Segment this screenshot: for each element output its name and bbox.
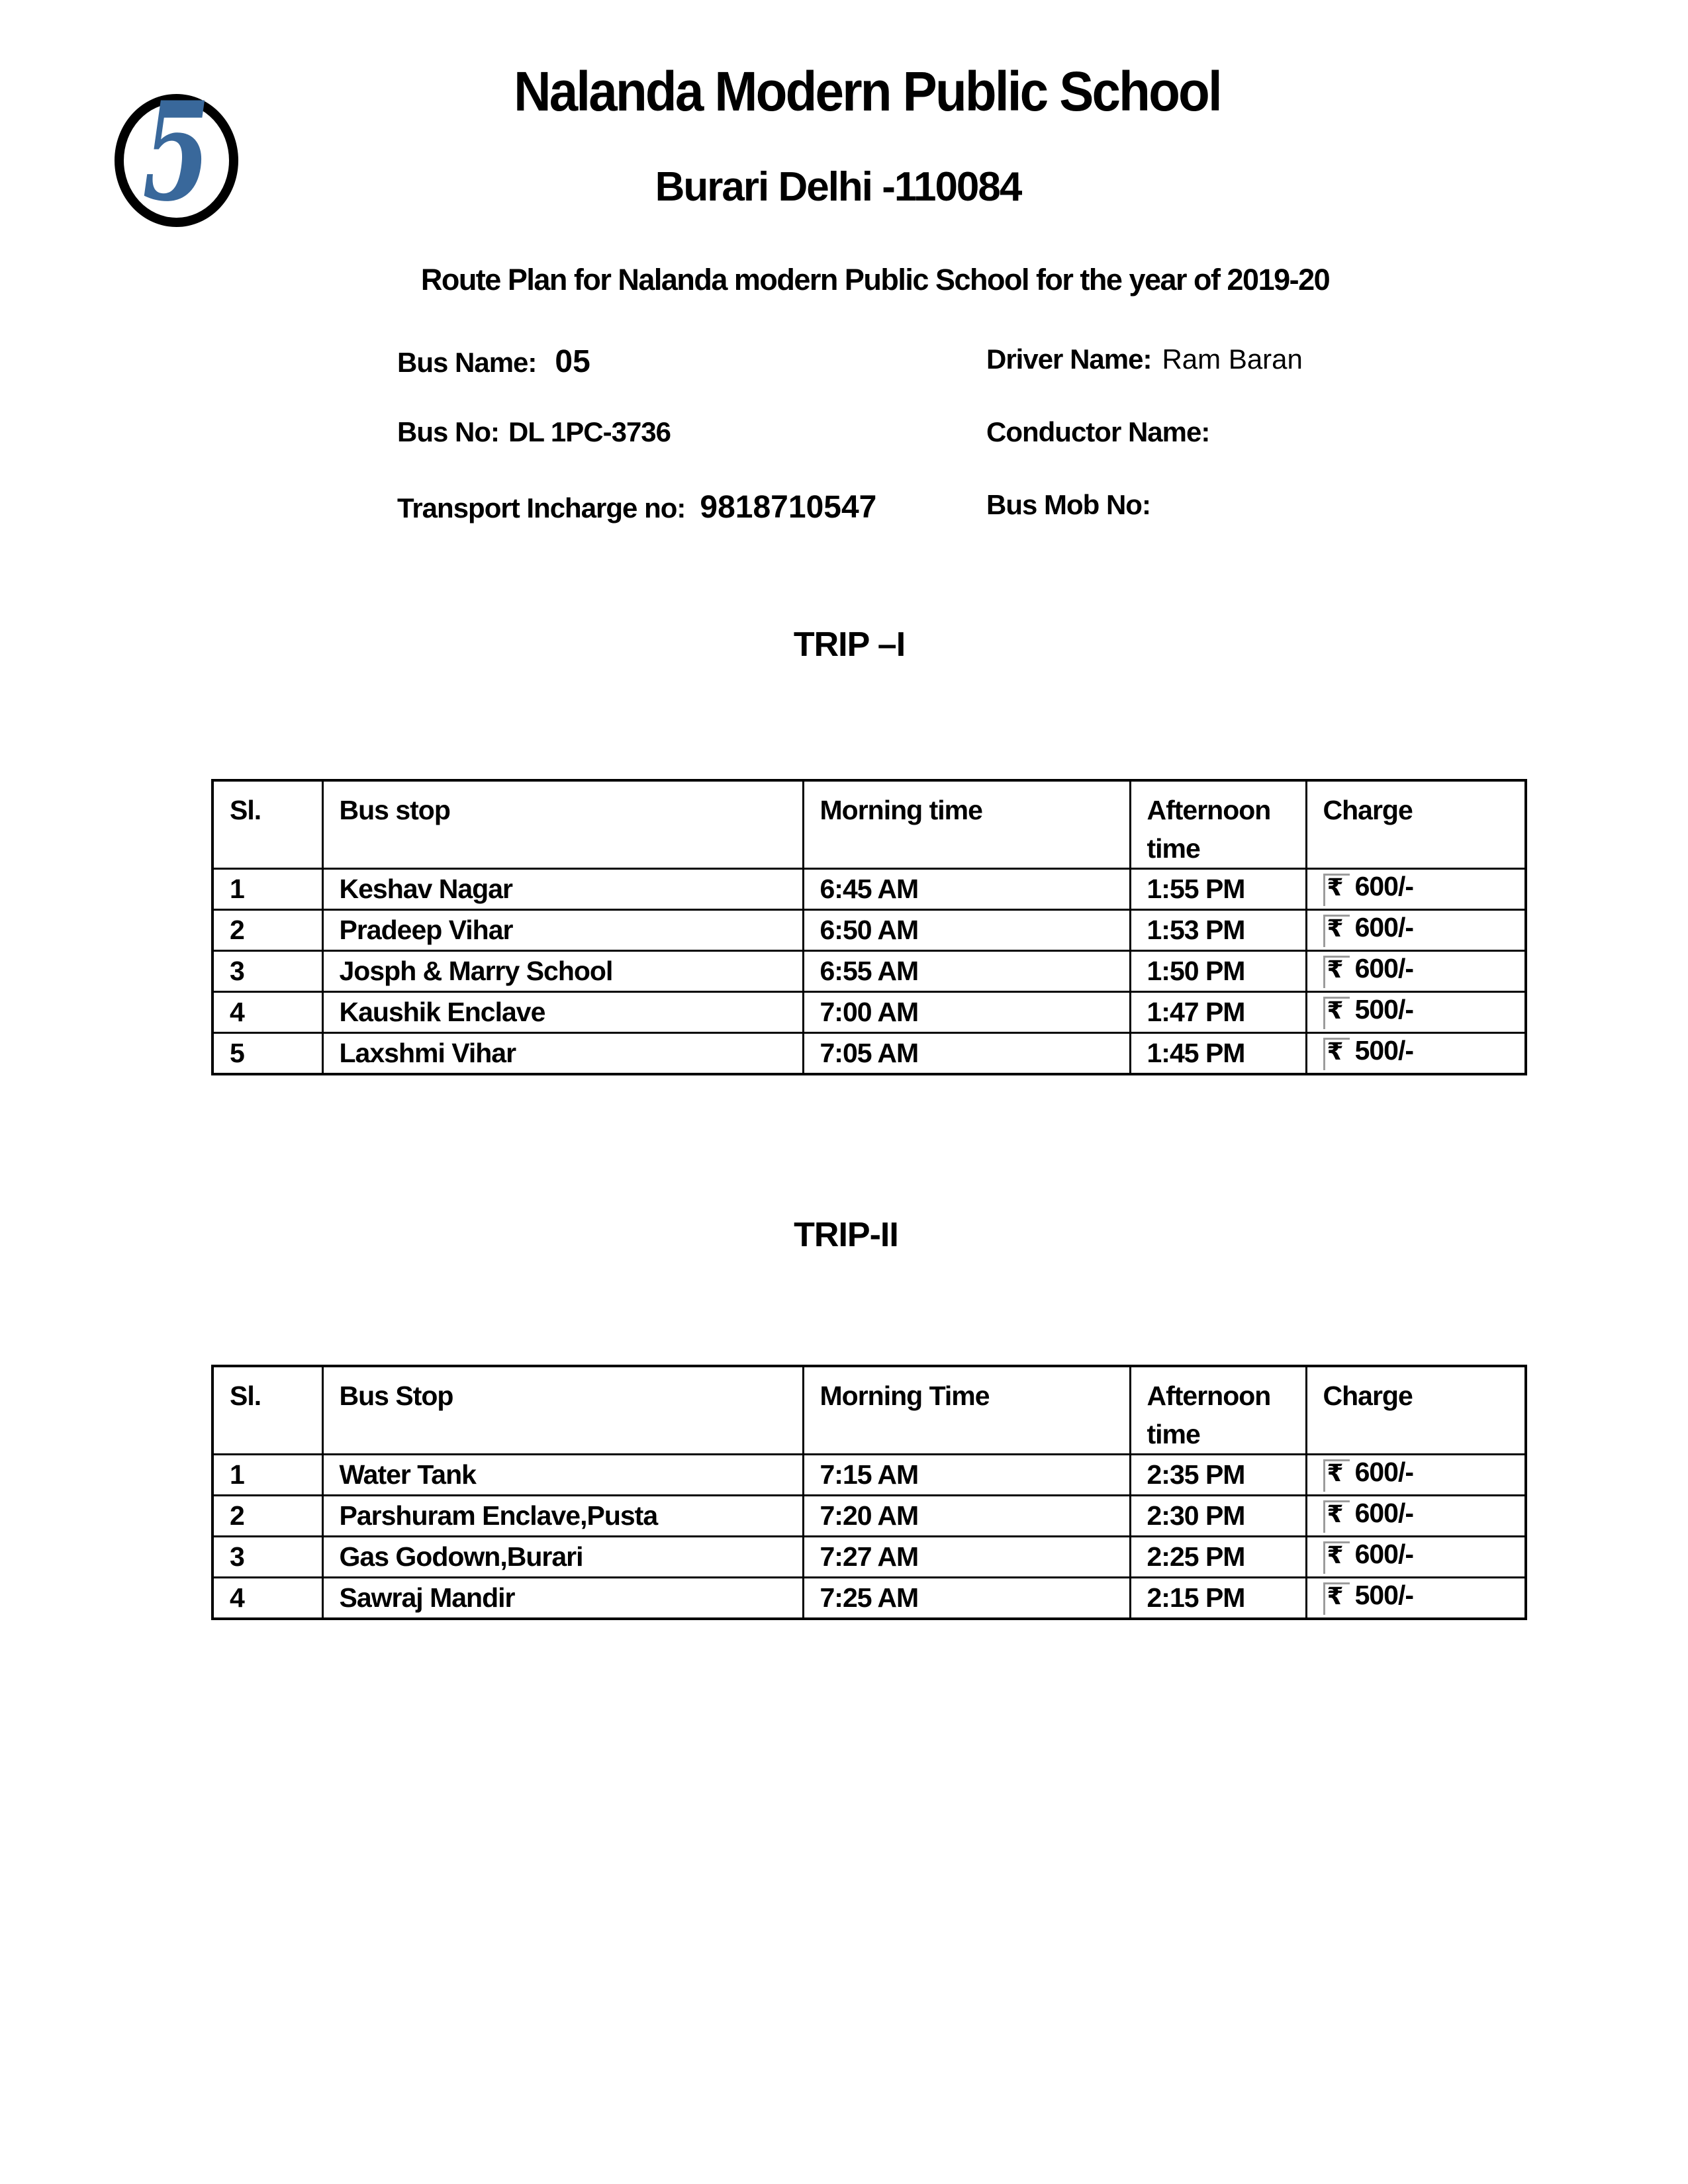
morning-time-cell: 6:45 AM [803,869,1130,910]
bus-stop-cell: Gas Godown,Burari [322,1537,803,1578]
bus-mob-label: Bus Mob No: [986,489,1150,520]
bus-stop-cell: Kaushik Enclave [322,992,803,1033]
table-row [212,1455,1526,1496]
trip1-table [211,779,1527,1075]
column-header-sl: Sl. [212,1366,322,1455]
conductor-name-label: Conductor Name: [986,416,1210,447]
charge-amount: 500/- [1354,1580,1414,1611]
sl-cell: 1 [212,869,322,910]
bus-stop-cell: Parshuram Enclave,Pusta [322,1496,803,1537]
afternoon-time-cell: 2:30 PM [1130,1496,1306,1537]
afternoon-time-cell: 2:35 PM [1130,1455,1306,1496]
sl-cell: 4 [212,992,322,1033]
trip1-header-row [212,780,1526,869]
charge-amount: 500/- [1354,1035,1414,1066]
bus-name-value: 05 [555,344,590,379]
morning-time-cell: 7:05 AM [803,1033,1130,1075]
charge-cell [1306,1578,1526,1619]
sl-cell: 2 [212,910,322,951]
afternoon-time-cell: 1:45 PM [1130,1033,1306,1075]
bus-no-label: Bus No: [397,416,499,447]
charge-cell [1306,1496,1526,1537]
trip1-heading: TRIP –I [793,625,906,664]
bus-stop-cell: Pradeep Vihar [322,910,803,951]
conductor-name-row [986,416,1220,449]
morning-time-cell: 7:15 AM [803,1455,1130,1496]
bus-name-row [397,343,590,381]
rupee-symbol: ₹ [1323,1541,1350,1574]
charge-cell [1306,869,1526,910]
rupee-symbol: ₹ [1323,956,1350,988]
charge-amount: 600/- [1354,871,1414,902]
afternoon-time-cell: 1:47 PM [1130,992,1306,1033]
morning-time-cell: 7:27 AM [803,1537,1130,1578]
charge-cell [1306,1537,1526,1578]
morning-time-cell: 7:00 AM [803,992,1130,1033]
bus-name-label: Bus Name: [397,347,537,378]
column-header-morning-time: Morning Time [803,1366,1130,1455]
charge-cell [1306,910,1526,951]
charge-cell [1306,992,1526,1033]
table-row [212,869,1526,910]
charge-amount: 500/- [1354,994,1414,1025]
route-plan-line: Route Plan for Nalanda modern Public School for the year of 2019-20 [420,263,1330,296]
column-header-bus-stop: Bus Stop [322,1366,803,1455]
morning-time-cell: 6:50 AM [803,910,1130,951]
bus-stop-cell: Josph & Marry School [322,951,803,992]
rupee-symbol: ₹ [1323,874,1350,906]
rupee-symbol: ₹ [1323,1038,1350,1070]
rupee-symbol: ₹ [1323,915,1350,947]
afternoon-time-cell: 2:15 PM [1130,1578,1306,1619]
charge-amount: 600/- [1354,1498,1414,1529]
bus-stop-cell: Laxshmi Vihar [322,1033,803,1075]
charge-amount: 600/- [1354,953,1414,984]
trip2-header-row [212,1366,1526,1455]
table-row [212,1496,1526,1537]
charge-cell [1306,1455,1526,1496]
charge-cell [1306,951,1526,992]
afternoon-time-cell: 1:53 PM [1130,910,1306,951]
page-subtitle: Burari Delhi -110084 [655,164,1021,210]
charge-amount: 600/- [1354,1457,1414,1488]
column-header-charge: Charge [1306,780,1526,869]
bus-mob-row [986,488,1161,522]
morning-time-cell: 7:20 AM [803,1496,1130,1537]
sl-cell: 4 [212,1578,322,1619]
charge-amount: 600/- [1354,912,1414,943]
afternoon-time-cell: 1:50 PM [1130,951,1306,992]
column-header-afternoon-time: Afternoon time [1130,1366,1306,1455]
morning-time-cell: 7:25 AM [803,1578,1130,1619]
table-row [212,1578,1526,1619]
sl-cell: 3 [212,1537,322,1578]
transport-incharge-row [397,488,876,527]
driver-name-value: Ram Baran [1162,343,1303,375]
trip2-heading: TRIP-II [794,1216,898,1254]
logo-digit: 5 [142,73,211,232]
page-title: Nalanda Modern Public School [514,60,1221,122]
driver-name-label: Driver Name: [986,343,1152,375]
bus-stop-cell: Sawraj Mandir [322,1578,803,1619]
table-row [212,951,1526,992]
column-header-charge: Charge [1306,1366,1526,1455]
rupee-symbol: ₹ [1323,997,1350,1029]
bus-no-row [397,416,671,449]
sl-cell: 5 [212,1033,322,1075]
column-header-morning-time: Morning time [803,780,1130,869]
morning-time-cell: 6:55 AM [803,951,1130,992]
rupee-symbol: ₹ [1323,1459,1350,1492]
bus-stop-cell: Water Tank [322,1455,803,1496]
sl-cell: 1 [212,1455,322,1496]
sl-cell: 2 [212,1496,322,1537]
sl-cell: 3 [212,951,322,992]
transport-incharge-value: 9818710547 [700,490,877,525]
trip2-table [211,1365,1527,1620]
bus-stop-cell: Keshav Nagar [322,869,803,910]
transport-incharge-label: Transport Incharge no: [397,492,686,523]
afternoon-time-cell: 2:25 PM [1130,1537,1306,1578]
table-row [212,992,1526,1033]
table-row [212,1537,1526,1578]
table-row [212,1033,1526,1075]
bus-no-value: DL 1PC-3736 [508,416,671,447]
afternoon-time-cell: 1:55 PM [1130,869,1306,910]
charge-cell [1306,1033,1526,1075]
charge-amount: 600/- [1354,1539,1414,1570]
table-row [212,910,1526,951]
column-header-sl: Sl. [212,780,322,869]
rupee-symbol: ₹ [1323,1582,1350,1615]
driver-name-row [986,343,1303,376]
column-header-afternoon-time: Afternoon time [1130,780,1306,869]
column-header-bus-stop: Bus stop [322,780,803,869]
rupee-symbol: ₹ [1323,1500,1350,1533]
